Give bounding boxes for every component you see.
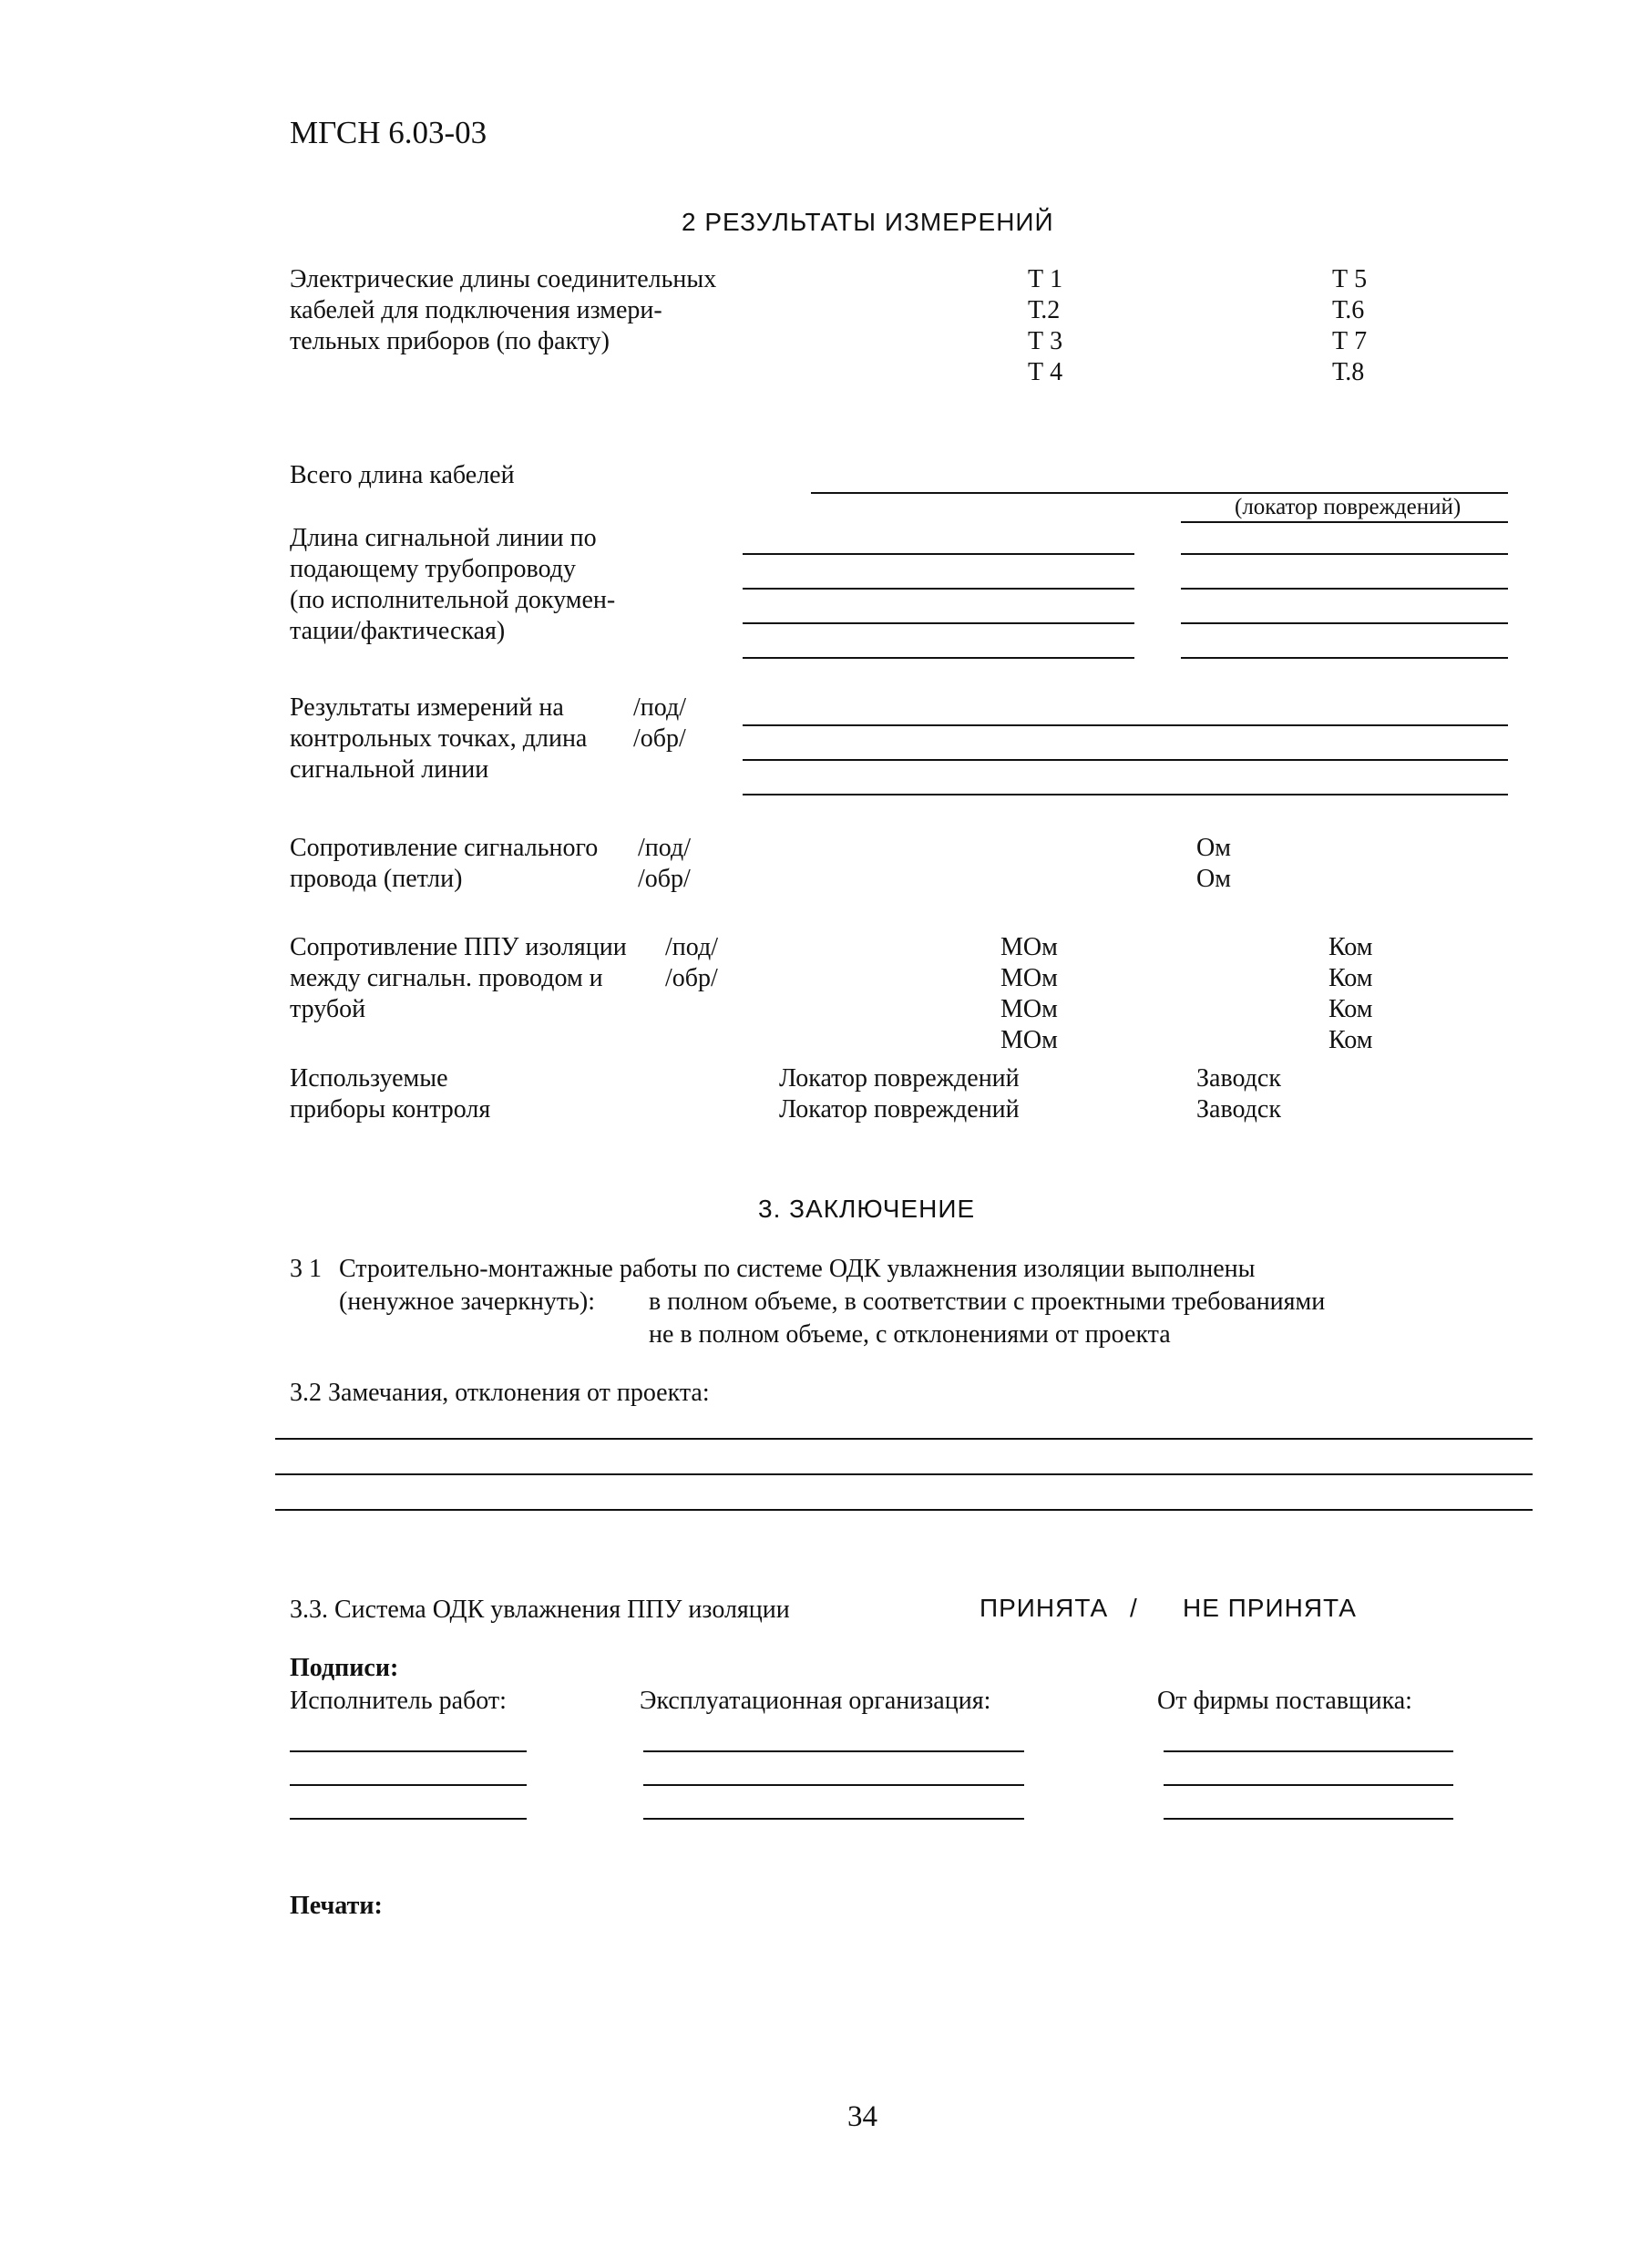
ohm-unit: Ом — [1196, 865, 1231, 893]
item-3-1-text: Строительно-монтажные работы по системе ОДК увлажнения изоляции выполнены — [339, 1255, 1256, 1283]
return-pipe-label: /обр/ — [665, 964, 718, 992]
signature-line[interactable] — [290, 1784, 527, 1786]
remarks-field-1[interactable] — [275, 1438, 1533, 1440]
signal-line-line-3: (по исполнительной докумен- — [290, 586, 616, 614]
wire-resistance-label — [290, 833, 598, 895]
signature-role-contractor: Исполнитель работ: — [290, 1687, 507, 1715]
accepted-option[interactable]: ПРИНЯТА — [980, 1594, 1109, 1622]
cable-lengths-line-2: кабелей для подключения измери- — [290, 296, 662, 324]
instruments-label — [290, 1063, 490, 1125]
wire-resistance-pipe-labels — [638, 833, 691, 895]
signature-role-operator: Эксплуатационная организация: — [640, 1687, 991, 1715]
page-number: 34 — [847, 2100, 877, 2133]
supply-pipe-label: /под/ — [633, 693, 686, 722]
instruments-line-1: Используемые — [290, 1064, 448, 1093]
supply-pipe-label: /под/ — [638, 834, 691, 862]
signal-line-field-right-3[interactable] — [1181, 622, 1508, 624]
not-accepted-option[interactable]: НЕ ПРИНЯТА — [1183, 1594, 1357, 1622]
mohm-unit: МОм — [1000, 995, 1058, 1023]
signature-line[interactable] — [1164, 1784, 1453, 1786]
stamps-label: Печати: — [290, 1892, 383, 1920]
cable-lengths-label — [290, 264, 716, 357]
supply-pipe-label: /под/ — [665, 933, 718, 961]
item-3-3-text: 3.3. Система ОДК увлажнения ППУ изоляции — [290, 1596, 790, 1624]
signature-line[interactable] — [643, 1750, 1024, 1752]
remarks-field-3[interactable] — [275, 1509, 1533, 1511]
signal-line-field-left-2[interactable] — [743, 588, 1134, 590]
device-name: Локатор повреждений — [779, 1095, 1020, 1124]
signal-line-line-4: тации/фактическая) — [290, 617, 506, 645]
mohm-unit: МОм — [1000, 1026, 1058, 1054]
kohm-unit: Ком — [1328, 933, 1373, 961]
total-cable-length-label: Всего длина кабелей — [290, 461, 515, 489]
signal-line-field-right-4[interactable] — [1181, 657, 1508, 659]
instrument-devices — [779, 1063, 1020, 1125]
signal-line-field-left-3[interactable] — [743, 622, 1134, 624]
serial-label: Заводск — [1196, 1095, 1281, 1124]
signal-line-field-left-1[interactable] — [743, 553, 1134, 555]
test-point: Т 7 — [1332, 327, 1368, 355]
test-points-col-2 — [1332, 264, 1367, 388]
item-3-1-option-full[interactable]: в полном объеме, в соответствии с проектными требованиями — [649, 1288, 1326, 1316]
signature-line[interactable] — [290, 1818, 527, 1820]
device-name: Локатор повреждений — [779, 1064, 1020, 1093]
test-point: Т.2 — [1028, 296, 1061, 324]
insulation-pipe-labels — [665, 932, 718, 994]
wire-resistance-line-2: провода (петли) — [290, 865, 463, 893]
signal-line-length-label — [290, 523, 615, 647]
signal-line-field-right-2[interactable] — [1181, 588, 1508, 590]
control-points-line-1: Результаты измерений на — [290, 693, 564, 722]
document-code: МГСН 6.03-03 — [290, 115, 487, 150]
section-2-title: 2 РЕЗУЛЬТАТЫ ИЗМЕРЕНИЙ — [682, 208, 1054, 236]
item-3-1-note: (ненужное зачеркнуть): — [339, 1288, 596, 1316]
test-point: Т 5 — [1332, 265, 1368, 293]
signatures-title: Подписи: — [290, 1654, 399, 1682]
kohm-unit: Ком — [1328, 964, 1373, 992]
serial-label: Заводск — [1196, 1064, 1281, 1093]
signal-line-line-2: подающему трубопроводу — [290, 555, 577, 583]
option-separator: / — [1130, 1594, 1138, 1622]
test-points-col-1 — [1028, 264, 1062, 388]
section-3-title: 3. ЗАКЛЮЧЕНИЕ — [758, 1195, 976, 1223]
return-pipe-label: /обр/ — [638, 865, 691, 893]
control-points-pipe-labels — [633, 693, 686, 754]
signature-line[interactable] — [1164, 1818, 1453, 1820]
control-points-field-3[interactable] — [743, 794, 1508, 795]
kohm-units — [1328, 932, 1372, 1056]
insulation-resistance-label — [290, 932, 627, 1025]
cable-lengths-line-3: тельных приборов (по факту) — [290, 327, 610, 355]
remarks-field-2[interactable] — [275, 1473, 1533, 1475]
insulation-line-1: Сопротивление ППУ изоляции — [290, 933, 627, 961]
total-cable-length-field[interactable] — [811, 492, 1508, 494]
locator-caption: (локатор повреждений) — [1235, 495, 1462, 519]
item-3-1-option-partial[interactable]: не в полном объеме, с отклонениями от проекта — [649, 1320, 1171, 1349]
item-3-1-number: 3 1 — [290, 1255, 322, 1283]
kohm-unit: Ком — [1328, 995, 1373, 1023]
mohm-unit: МОм — [1000, 933, 1058, 961]
ohm-unit: Ом — [1196, 834, 1231, 862]
signature-line[interactable] — [643, 1784, 1024, 1786]
mohm-unit: МОм — [1000, 964, 1058, 992]
control-points-field-2[interactable] — [743, 759, 1508, 761]
wire-resistance-units — [1196, 833, 1231, 895]
signal-line-field-right-1[interactable] — [1181, 553, 1508, 555]
locator-caption-underline — [1181, 521, 1508, 523]
control-points-label — [290, 693, 587, 785]
signature-line[interactable] — [290, 1750, 527, 1752]
control-points-line-2: контрольных точках, длина — [290, 724, 588, 753]
kohm-unit: Ком — [1328, 1026, 1373, 1054]
insulation-line-2: между сигнальн. проводом и — [290, 964, 603, 992]
return-pipe-label: /обр/ — [633, 724, 686, 753]
item-3-2-label: 3.2 Замечания, отклонения от проекта: — [290, 1379, 710, 1407]
instruments-line-2: приборы контроля — [290, 1095, 491, 1124]
test-point: Т 4 — [1028, 358, 1063, 386]
signal-line-line-1: Длина сигнальной линии по — [290, 524, 597, 552]
signature-role-supplier: От фирмы поставщика: — [1157, 1687, 1412, 1715]
test-point: Т 1 — [1028, 265, 1063, 293]
mohm-units — [1000, 932, 1058, 1056]
test-point: Т 3 — [1028, 327, 1063, 355]
test-point: Т.8 — [1332, 358, 1365, 386]
insulation-line-3: трубой — [290, 995, 366, 1023]
wire-resistance-line-1: Сопротивление сигнального — [290, 834, 599, 862]
control-points-line-3: сигнальной линии — [290, 755, 489, 784]
signature-line[interactable] — [643, 1818, 1024, 1820]
signal-line-field-left-4[interactable] — [743, 657, 1134, 659]
cable-lengths-line-1: Электрические длины соединительных — [290, 265, 717, 293]
instrument-serials — [1196, 1063, 1281, 1125]
control-points-field-1[interactable] — [743, 724, 1508, 726]
test-point: Т.6 — [1332, 296, 1365, 324]
signature-line[interactable] — [1164, 1750, 1453, 1752]
